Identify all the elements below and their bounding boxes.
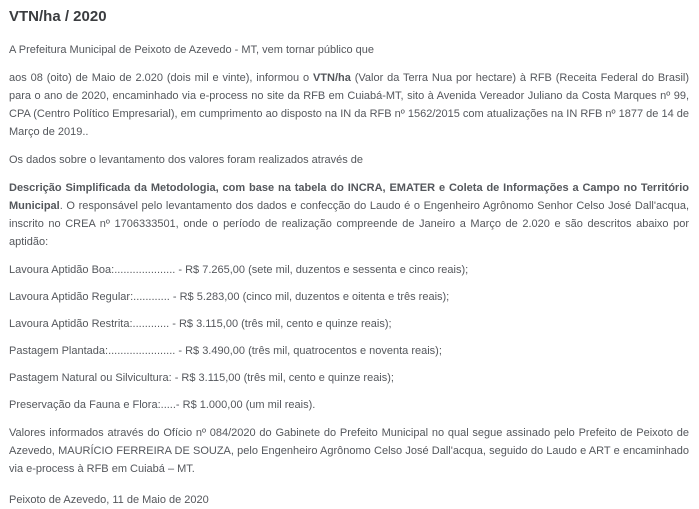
announcement-paragraph [9, 69, 689, 141]
value-item-pastagem-natural: Pastagem Natural ou Silvicultura: - R$ 3.115,00 (três mil, cento e quinze reais); [9, 372, 394, 384]
closing-dateline: Peixoto de Azevedo, 11 de Maio de 2020 [9, 494, 209, 506]
value-item-preservacao-fauna-flora: Preservação da Fauna e Flora:.....- R$ 1.000,00 (um mil reais). [9, 399, 316, 411]
announcement-vtn-term: VTN/ha [312, 72, 351, 84]
value-item-lavoura-restrita: Lavoura Aptidão Restrita:............ - R$ 3.115,00 (três mil, cento e quinze reais); [9, 318, 392, 330]
announcement-text-before: aos 08 (oito) de Maio de 2.020 (dois mil e vinte), informou o [9, 72, 313, 84]
signature-paragraph: Valores informados através do Ofício nº 084/2020 do Gabinete do Prefeito Municipal no qual segue assinado pelo Prefeito de Peixoto de Azevedo, MAURÍCIO FERREIRA DE SOUZA, pelo Engenheiro Agrônomo Celso José Dall'acqua, seguido do Laudo e ART e encaminhado via e-process à RFB em Cuiabá – MT. [9, 427, 689, 475]
data-statement-paragraph: Os dados sobre o levantamento dos valores foram realizados através de [9, 154, 364, 166]
page-title: VTN/ha / 2020 [9, 8, 107, 25]
methodology-rest: . O responsável pelo levantamento dos dados e confecção do Laudo é o Engenheiro Agrônomo Senhor Celso José Dall'acqua, inscrito no CREA nº 1706333501, onde o período de realização compreende de Janeiro a Março de 2.020 e são descritos abaixo por aptidão: [9, 200, 689, 248]
announcement-text-after: (Valor da Terra Nua por hectare) à RFB (Receita Federal do Brasil) para o ano de 2020, encaminhado via e-process no site da RFB em Cuiabá-MT, sito à Avenida Vereador Juliano da Costa Marques nº 99, CPA (Centro Político Empresarial), em cumprimento ao disposto na IN da RFB nº 1562/2015 com atualizações na IN RFB nº 1877 de 14 de Março de 2019.. [9, 72, 689, 138]
value-item-lavoura-regular: Lavoura Aptidão Regular:............ - R$ 5.283,00 (cinco mil, duzentos e oitenta e três reais); [9, 291, 450, 303]
value-item-pastagem-plantada: Pastagem Plantada:...................... - R$ 3.490,00 (três mil, quatrocentos e noventa reais); [9, 345, 442, 357]
intro-paragraph: A Prefeitura Municipal de Peixoto de Azevedo - MT, vem tornar público que [9, 44, 375, 56]
value-item-lavoura-boa: Lavoura Aptidão Boa:.................... - R$ 7.265,00 (sete mil, duzentos e sessenta e cinco reais); [9, 264, 469, 276]
methodology-paragraph [9, 179, 689, 251]
methodology-bold-lead: Descrição Simplificada da Metodologia, com base na tabela do INCRA, EMATER e Coleta de Informações a Campo no Território Municipal [9, 182, 689, 212]
vtn-value-list [9, 261, 689, 414]
